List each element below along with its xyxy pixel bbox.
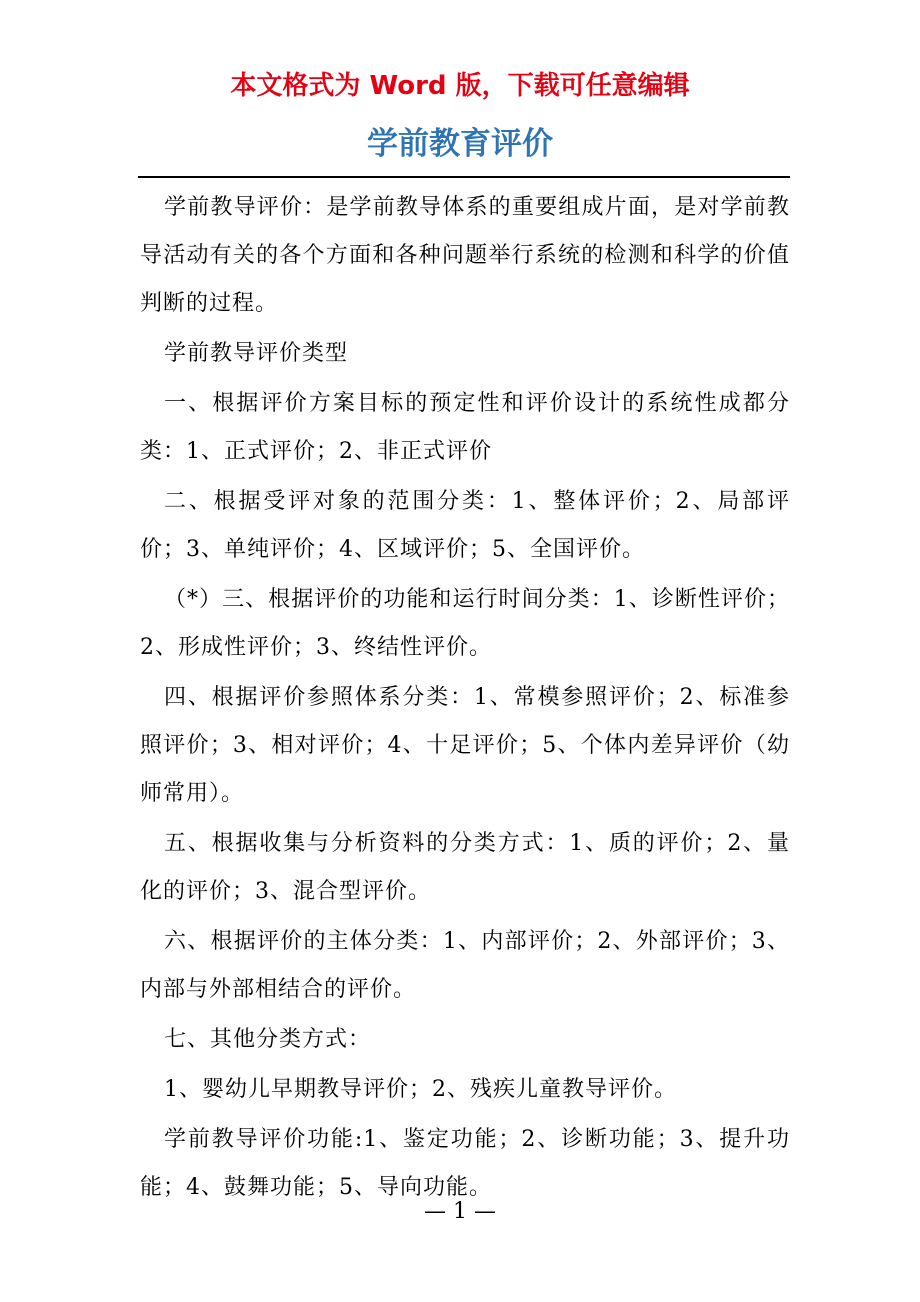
paragraph-type-7-items: 1、婴幼儿早期教导评价；2、残疾儿童教导评价。 [164,1077,677,1102]
document-body [140,184,790,1214]
page-number: — 1 — [424,1199,496,1224]
paragraph-type-3: （*）三、根据评价的功能和运行时间分类：1、诊断性评价；2、形成性评价；3、终结性评价。 [140,587,790,660]
document-title: 学前教育评价 [367,126,553,162]
paragraph-type-5: 五、根据收集与分析资料的分类方式：1、质的评价；2、量化的评价；3、混合型评价。 [140,831,790,904]
paragraph-types-heading: 学前教导评价类型 [164,341,349,366]
paragraph-type-7: 七、其他分类方式： [164,1027,372,1052]
download-banner: 本文格式为 Word 版，下载可任意编辑 [230,71,690,101]
paragraph-type-4: 四、根据评价参照体系分类：1、常模参照评价；2、标准参照评价；3、相对评价；4、十足评价；5、个体内差异评价（幼师常用）。 [140,685,790,806]
title-divider [138,176,790,178]
paragraph-definition: 学前教导评价：是学前教导体系的重要组成片面，是对学前教导活动有关的各个方面和各种问题举行系统的检测和科学的价值判断的过程。 [140,195,790,316]
paragraph-type-6: 六、根据评价的主体分类：1、内部评价；2、外部评价；3、内部与外部相结合的评价。 [140,929,790,1002]
paragraph-type-1: 一、根据评价方案目标的预定性和评价设计的系统性成都分类：1、正式评价；2、非正式评价 [140,391,790,464]
paragraph-functions: 学前教导评价功能:1、鉴定功能；2、诊断功能；3、提升功能；4、鼓舞功能；5、导向功能。 [140,1127,790,1200]
paragraph-type-2: 二、根据受评对象的范围分类：1、整体评价；2、局部评价；3、单纯评价；4、区域评价；5、全国评价。 [140,489,790,562]
